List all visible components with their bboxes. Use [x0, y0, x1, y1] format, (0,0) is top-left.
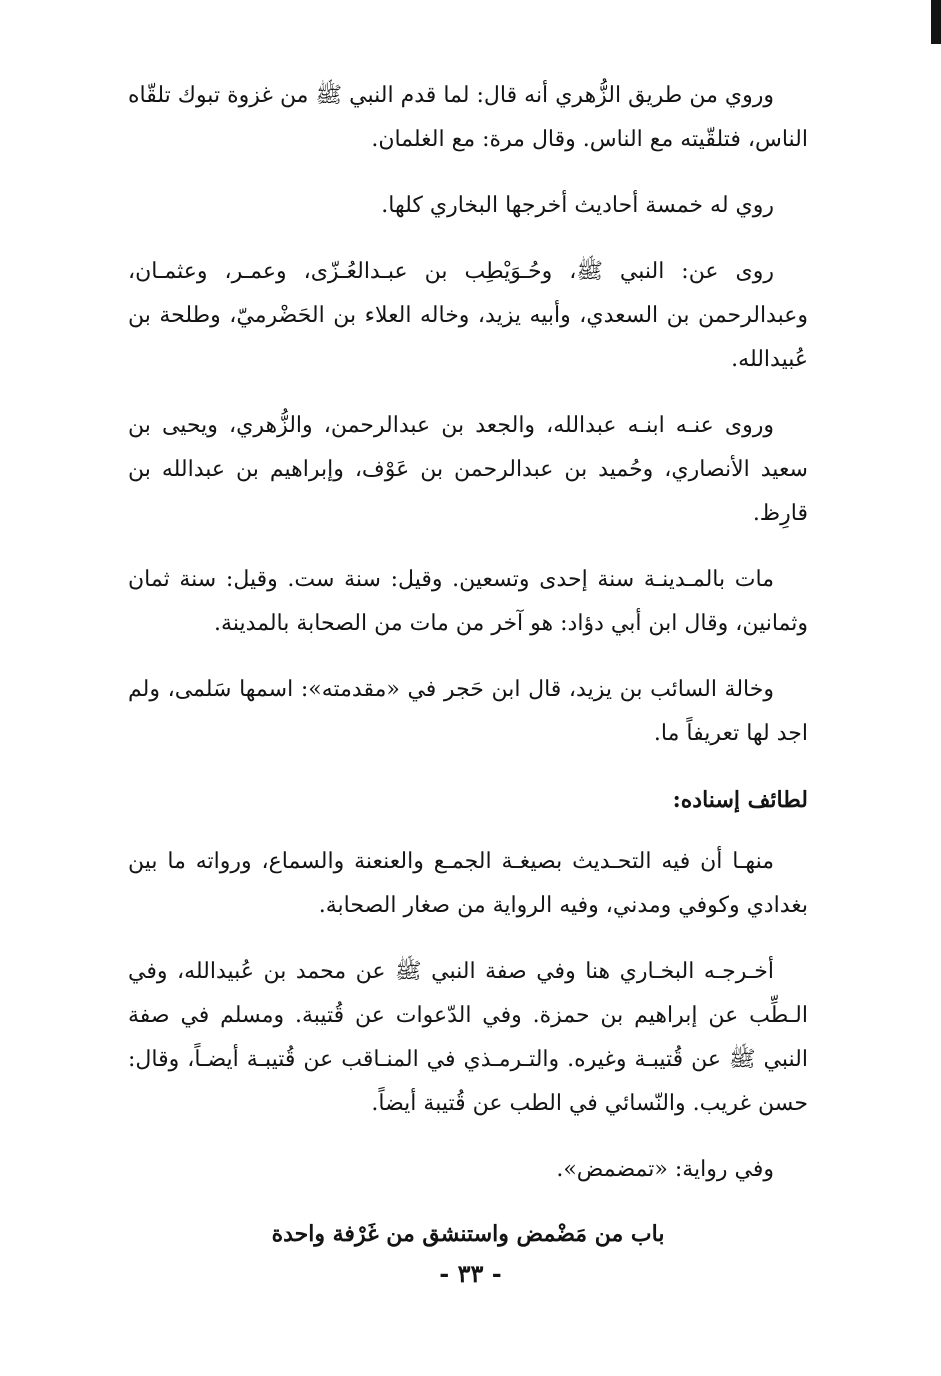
page-edge-mark: [931, 0, 941, 44]
page-body: [128, 74, 808, 1256]
paragraph-hadith-count: روي له خمسة أحاديث أخرجها البخاري كلها.: [381, 193, 774, 218]
chapter-title: باب من مَضْمض واستنشق من غَرْفة واحدة: [271, 1221, 665, 1247]
paragraph-narrated-by: وروى عنـه ابنـه عبدالله، والجعد بن عبدالرحمن، والزُّهري، ويحيى بن سعيد الأنصاري، وحُميد بن عبدالرحمن بن عَوْف، وإبراهيم بن عبدالله بن قارِظ.: [128, 413, 808, 526]
paragraph-zuhri-narration: وروي من طريق الزُّهري أنه قال: لما قدم النبي ﷺ من غزوة تبوك تلقّاه الناس، فتلقّيته مع الناس. وقال مرة: مع الغلمان.: [128, 83, 808, 152]
paragraph-takhrij: أخـرجـه البخـاري هنا وفي صفة النبي ﷺ عن محمد بن عُبيدالله، وفي الـطِّب عن إبراهيم بن حمزة. وفي الدّعوات عن قُتيبة. ومسلم في صفة النبي ﷺ عن قُتيبـة وغيره. والتـرمـذي في المنـاقب عن قُتيبـة أيضـاً، وقال: حسن غريب. والنّسائي في الطب عن قُتيبة أيضاً.: [128, 959, 808, 1116]
paragraph-narrated-from: روى عن: النبي ﷺ، وحُـوَيْطِب بن عبـدالعُـزّى، وعمـر، وعثمـان، وعبدالرحمن بن السعدي، وأبيه يزيد، وخاله العلاء بن الحَضْرميّ، وطلحة بن عُبيدالله.: [128, 259, 808, 372]
paragraph-aunt: وخالة السائب بن يزيد، قال ابن حَجر في «مقدمته»: اسمها سَلمى، ولم اجد لها تعريفاً ما.: [128, 677, 808, 746]
section-heading: لطائف إسناده:: [672, 787, 808, 813]
page-number: - ٣٣ -: [439, 1259, 502, 1288]
paragraph-isnad-features: منهـا أن فيه التحـديث بصيغـة الجمـع والعنعنة والسماع، ورواته ما بين بغدادي وكوفي ومدني، وفيه الرواية من صغار الصحابة.: [128, 849, 808, 918]
paragraph-riwaya: وفي رواية: «تمضمض».: [556, 1157, 774, 1182]
paragraph-death: مات بالمـدينـة سنة إحدى وتسعين. وقيل: سنة ست. وقيل: سنة ثمان وثمانين، وقال ابن أبي دؤاد: هو آخر من مات من الصحابة بالمدينة.: [128, 567, 808, 636]
